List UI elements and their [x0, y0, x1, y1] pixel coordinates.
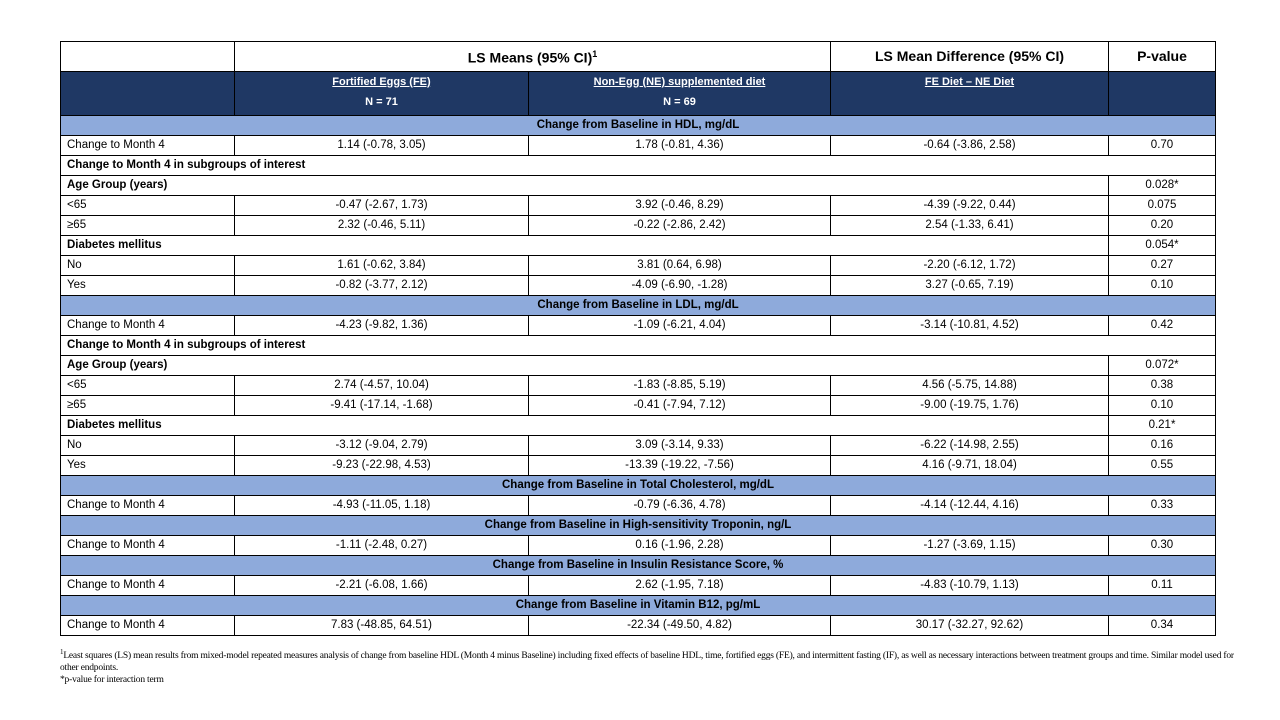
fe-value-cell: -0.82 (-3.77, 2.12) — [235, 275, 529, 295]
group-header-row — [61, 71, 1216, 115]
row-label: No — [61, 255, 235, 275]
ls-means-footnote-ref: 1 — [592, 49, 598, 59]
p-value-cell: 0.42 — [1109, 315, 1216, 335]
subgroup-heading: Change to Month 4 in subgroups of interest — [61, 155, 1216, 175]
results-table — [60, 41, 1216, 636]
footnote-1 — [60, 646, 1250, 674]
row-label: ≥65 — [61, 215, 235, 235]
diff-value-cell: -6.22 (-14.98, 2.55) — [831, 435, 1109, 455]
section-title: Change from Baseline in Vitamin B12, pg/mL — [61, 595, 1216, 615]
table-row — [61, 375, 1216, 395]
row-label: No — [61, 435, 235, 455]
fe-value-cell: -3.12 (-9.04, 2.79) — [235, 435, 529, 455]
group-header-blank — [61, 71, 235, 115]
fe-value-cell: -4.93 (-11.05, 1.18) — [235, 495, 529, 515]
subgroup-category: Diabetes mellitus — [61, 235, 1109, 255]
subgroup-category-row — [61, 355, 1216, 375]
ne-value-cell: 1.78 (-0.81, 4.36) — [529, 135, 831, 155]
p-value-cell: 0.10 — [1109, 275, 1216, 295]
section-title: Change from Baseline in Total Cholesterol, mg/dL — [61, 475, 1216, 495]
section-title: Change from Baseline in High-sensitivity Troponin, ng/L — [61, 515, 1216, 535]
diff-value-cell: 3.27 (-0.65, 7.19) — [831, 275, 1109, 295]
ls-diff-header: LS Mean Difference (95% CI) — [831, 42, 1109, 72]
row-label: <65 — [61, 375, 235, 395]
p-value-cell: 0.34 — [1109, 615, 1216, 635]
section-header-row — [61, 555, 1216, 575]
table-row — [61, 535, 1216, 555]
p-value-cell: 0.27 — [1109, 255, 1216, 275]
pvalue-group-blank — [1109, 71, 1216, 115]
row-label: Yes — [61, 275, 235, 295]
fe-value-cell: 7.83 (-48.85, 64.51) — [235, 615, 529, 635]
subgroup-category: Age Group (years) — [61, 175, 1109, 195]
table-row — [61, 195, 1216, 215]
diff-group-header — [831, 71, 1109, 115]
section-title: Change from Baseline in HDL, mg/dL — [61, 115, 1216, 135]
table-row — [61, 575, 1216, 595]
p-value-cell: 0.11 — [1109, 575, 1216, 595]
p-value-cell: 0.20 — [1109, 215, 1216, 235]
table-row — [61, 395, 1216, 415]
ne-value-cell: -22.34 (-49.50, 4.82) — [529, 615, 831, 635]
row-label: Change to Month 4 — [61, 135, 235, 155]
p-value-cell: 0.55 — [1109, 455, 1216, 475]
subgroup-heading-row — [61, 335, 1216, 355]
ne-group-n: N = 69 — [663, 95, 696, 108]
ls-means-title: LS Means (95% CI) — [467, 49, 593, 66]
footnotes — [60, 646, 1250, 686]
diff-value-cell: -4.39 (-9.22, 0.44) — [831, 195, 1109, 215]
section-header-row — [61, 115, 1216, 135]
footnote-2: *p-value for interaction term — [60, 675, 164, 686]
ne-value-cell: 2.62 (-1.95, 7.18) — [529, 575, 831, 595]
table-row — [61, 275, 1216, 295]
fe-group-label: Fortified Eggs (FE) — [332, 75, 431, 88]
p-value-cell: 0.10 — [1109, 395, 1216, 415]
p-value-cell: 0.38 — [1109, 375, 1216, 395]
row-label: Change to Month 4 — [61, 535, 235, 555]
ne-value-cell: -4.09 (-6.90, -1.28) — [529, 275, 831, 295]
row-label: ≥65 — [61, 395, 235, 415]
fe-value-cell: -2.21 (-6.08, 1.66) — [235, 575, 529, 595]
p-value-cell: 0.16 — [1109, 435, 1216, 455]
p-value-cell: 0.054* — [1109, 235, 1216, 255]
fe-value-cell: -4.23 (-9.82, 1.36) — [235, 315, 529, 335]
p-value-cell: 0.30 — [1109, 535, 1216, 555]
ne-value-cell: -1.83 (-8.85, 5.19) — [529, 375, 831, 395]
row-label: Yes — [61, 455, 235, 475]
subgroup-category: Diabetes mellitus — [61, 415, 1109, 435]
subgroup-category: Age Group (years) — [61, 355, 1109, 375]
diff-value-cell: -1.27 (-3.69, 1.15) — [831, 535, 1109, 555]
section-header-row — [61, 515, 1216, 535]
row-label: Change to Month 4 — [61, 495, 235, 515]
fe-value-cell: -9.41 (-17.14, -1.68) — [235, 395, 529, 415]
table-row — [61, 495, 1216, 515]
diff-value-cell: -2.20 (-6.12, 1.72) — [831, 255, 1109, 275]
diff-value-cell: 4.16 (-9.71, 18.04) — [831, 455, 1109, 475]
section-title: Change from Baseline in LDL, mg/dL — [61, 295, 1216, 315]
ne-group-header — [529, 71, 831, 115]
p-value-cell: 0.21* — [1109, 415, 1216, 435]
table-row — [61, 215, 1216, 235]
fe-value-cell: 1.61 (-0.62, 3.84) — [235, 255, 529, 275]
ne-value-cell: -13.39 (-19.22, -7.56) — [529, 455, 831, 475]
fe-value-cell: 1.14 (-0.78, 3.05) — [235, 135, 529, 155]
diff-group-label: FE Diet – NE Diet — [924, 75, 1015, 88]
header-row — [61, 42, 1216, 72]
diff-value-cell: 2.54 (-1.33, 6.41) — [831, 215, 1109, 235]
subgroup-category-row — [61, 175, 1216, 195]
ne-value-cell: 3.92 (-0.46, 8.29) — [529, 195, 831, 215]
p-value-cell: 0.075 — [1109, 195, 1216, 215]
diff-value-cell: -9.00 (-19.75, 1.76) — [831, 395, 1109, 415]
diff-value-cell: -4.14 (-12.44, 4.16) — [831, 495, 1109, 515]
p-value-cell: 0.028* — [1109, 175, 1216, 195]
subgroup-heading: Change to Month 4 in subgroups of interest — [61, 335, 1216, 355]
ne-value-cell: -0.41 (-7.94, 7.12) — [529, 395, 831, 415]
pvalue-header: P-value — [1109, 42, 1216, 72]
ne-value-cell: -0.79 (-6.36, 4.78) — [529, 495, 831, 515]
ne-value-cell: 3.09 (-3.14, 9.33) — [529, 435, 831, 455]
ne-value-cell: -0.22 (-2.86, 2.42) — [529, 215, 831, 235]
fe-value-cell: 2.74 (-4.57, 10.04) — [235, 375, 529, 395]
ls-means-header — [235, 42, 831, 72]
subgroup-heading-row — [61, 155, 1216, 175]
header-blank — [61, 42, 235, 72]
fe-value-cell: -0.47 (-2.67, 1.73) — [235, 195, 529, 215]
section-header-row — [61, 595, 1216, 615]
footnote-1-text: Least squares (LS) mean results from mixed-model repeated measures analysis of change from baseline HDL (Month 4 minus Baseline) including fixed effects of baseline HDL, time, fortified eggs (FE), and intermittent fasting (IF), as well as necessary interactions between treatment groups and time. Similar model used for other endpoints. — [60, 651, 1234, 674]
footnote-1-marker: 1 — [60, 648, 64, 656]
row-label: Change to Month 4 — [61, 575, 235, 595]
p-value-cell: 0.70 — [1109, 135, 1216, 155]
row-label: Change to Month 4 — [61, 315, 235, 335]
ne-value-cell: 3.81 (0.64, 6.98) — [529, 255, 831, 275]
table-row — [61, 255, 1216, 275]
section-header-row — [61, 475, 1216, 495]
section-header-row — [61, 295, 1216, 315]
table-row — [61, 315, 1216, 335]
fe-value-cell: 2.32 (-0.46, 5.11) — [235, 215, 529, 235]
row-label: <65 — [61, 195, 235, 215]
row-label: Change to Month 4 — [61, 615, 235, 635]
table-row — [61, 455, 1216, 475]
diff-value-cell: -4.83 (-10.79, 1.13) — [831, 575, 1109, 595]
ne-value-cell: -1.09 (-6.21, 4.04) — [529, 315, 831, 335]
subgroup-category-row — [61, 415, 1216, 435]
fe-value-cell: -1.11 (-2.48, 0.27) — [235, 535, 529, 555]
fe-value-cell: -9.23 (-22.98, 4.53) — [235, 455, 529, 475]
diff-value-cell: 4.56 (-5.75, 14.88) — [831, 375, 1109, 395]
subgroup-category-row — [61, 235, 1216, 255]
fe-group-n: N = 71 — [365, 95, 398, 108]
ne-group-label: Non-Egg (NE) supplemented diet — [593, 75, 766, 88]
diff-value-cell: 30.17 (-32.27, 92.62) — [831, 615, 1109, 635]
p-value-cell: 0.33 — [1109, 495, 1216, 515]
section-title: Change from Baseline in Insulin Resistance Score, % — [61, 555, 1216, 575]
table-row — [61, 135, 1216, 155]
table-row — [61, 435, 1216, 455]
diff-value-cell: -3.14 (-10.81, 4.52) — [831, 315, 1109, 335]
diff-value-cell: -0.64 (-3.86, 2.58) — [831, 135, 1109, 155]
table-row — [61, 615, 1216, 635]
ne-value-cell: 0.16 (-1.96, 2.28) — [529, 535, 831, 555]
fe-group-header — [235, 71, 529, 115]
p-value-cell: 0.072* — [1109, 355, 1216, 375]
